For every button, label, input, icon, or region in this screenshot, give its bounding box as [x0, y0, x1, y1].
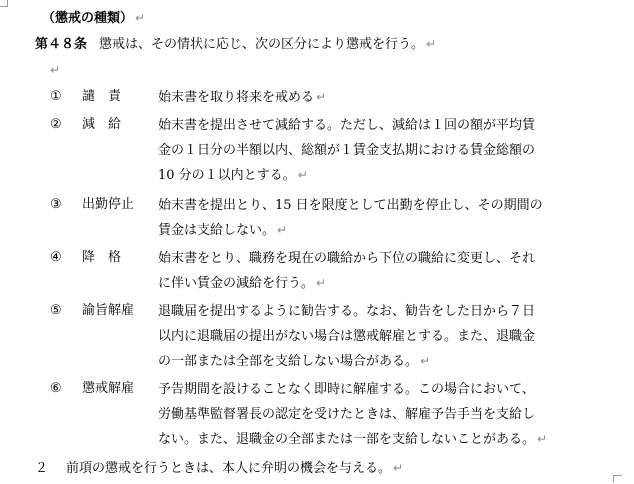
paragraph-mark-icon: ↵ [297, 168, 308, 182]
item-line: 退職届を提出するように勧告する。なお、勧告をした日から７日 [158, 304, 536, 319]
paragraph-mark-icon: ↵ [316, 90, 327, 104]
item-line: に伴い賃金の減給を行う。 ↵ [158, 276, 327, 291]
item-term: 出勤停止 [82, 197, 135, 212]
paragraph-mark-icon: ↵ [316, 276, 327, 290]
paragraph-2 [35, 459, 403, 477]
item-number: ④ [50, 250, 62, 265]
item-body [158, 246, 618, 296]
paragraph-mark-icon: ↵ [50, 63, 61, 77]
item-number: ① [50, 89, 62, 104]
item-term: 懲戒解雇 [82, 381, 135, 396]
item-number: ⑥ [50, 381, 62, 396]
item-line: ない。また、退職金の全部または一部を支給しないことがある。 ↵ [158, 432, 548, 447]
paragraph-mark-icon: ↵ [420, 354, 431, 368]
item-line: 金の１日分の半額以内、総額が１賃金支払期における賃金総額の [158, 143, 536, 158]
empty-paragraph [48, 61, 60, 79]
item-number: ⑤ [50, 303, 62, 318]
item-term: 降 格 [82, 250, 122, 265]
item-line: の一部または全部を支給しない場合がある。 ↵ [158, 354, 431, 369]
item-line: 始末書を提出とり、15 日を限度として出勤を停止し、その期間の [158, 198, 543, 213]
paragraph-mark-icon: ↵ [537, 432, 548, 446]
item-term: 諭旨解雇 [82, 303, 135, 318]
item-body [158, 113, 618, 188]
page-corner-mark [0, 0, 8, 7]
item-body [158, 193, 618, 243]
item-line: 始末書を取り将来を戒める ↵ [158, 90, 327, 105]
paragraph-2-text: 前項の懲戒を行うときは、本人に弁明の機会を与える。 [66, 461, 392, 476]
article-text: 懲戒は、その情状に応じ、次の区分により懲戒を行う。 [99, 37, 425, 52]
item-line: 始末書をとり、職務を現在の職給から下位の職給に変更し、それ [158, 251, 536, 266]
item-term: 譴 責 [82, 89, 122, 104]
item-line: 以内に退職届の提出がない場合は懲戒解雇とする。また、退職金 [158, 329, 536, 344]
paragraph-mark-icon: ↵ [426, 37, 437, 51]
item-body [158, 299, 618, 374]
item-line: 賃金は支給しない。 ↵ [158, 223, 288, 238]
item-body [158, 377, 618, 452]
paragraph-mark-icon: ↵ [393, 461, 404, 475]
item-number: ③ [50, 197, 62, 212]
paragraph-mark-icon: ↵ [277, 223, 288, 237]
article-number: 第４８条 [35, 37, 88, 52]
item-line: 始末書を提出させて減給する。ただし、減給は１回の額が平均賃 [158, 118, 536, 133]
item-line: 10 分の１以内とする。 ↵ [158, 168, 308, 183]
item-line: 労働基準監督署長の認定を受けたときは、解雇予告手当を支給し [158, 407, 536, 422]
paragraph-mark-icon: ↵ [135, 11, 146, 25]
section-heading [42, 9, 145, 27]
item-body [158, 85, 618, 110]
item-term: 減 給 [82, 117, 122, 132]
paragraph-2-number: ２ [35, 461, 49, 476]
heading-text: （懲戒の種類） [42, 11, 134, 26]
article-line [35, 35, 436, 53]
page-corner-mark [613, 475, 622, 482]
item-line: 予告期間を設けることなく即時に解雇する。この場合において、 [158, 382, 535, 397]
item-number: ② [50, 117, 62, 132]
